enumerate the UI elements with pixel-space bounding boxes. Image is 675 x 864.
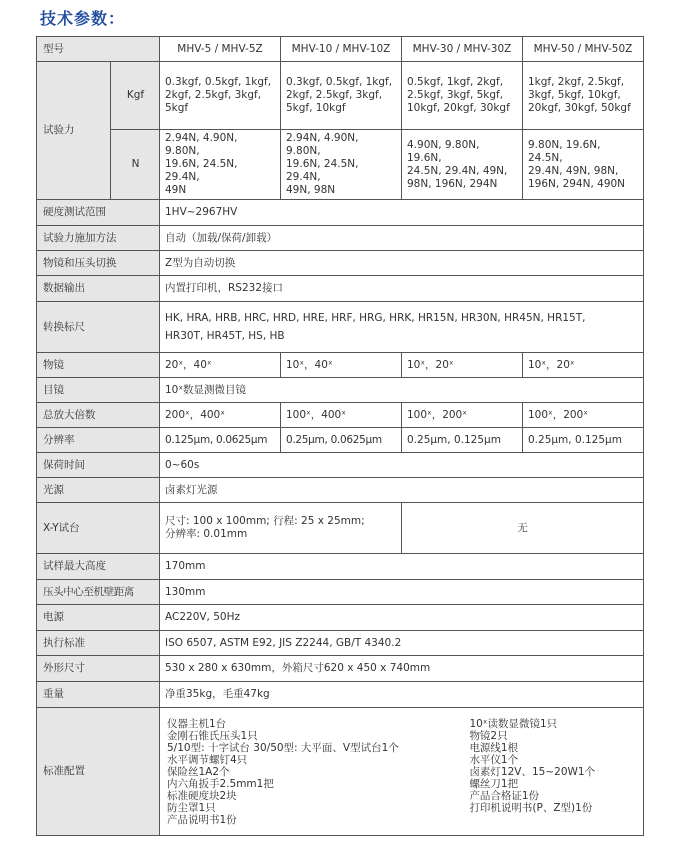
magnification-cell: 200ˣ，400ˣ	[160, 403, 281, 428]
row-label-standard-config: 标准配置	[37, 708, 160, 836]
table-row	[37, 682, 644, 708]
row-label-objective: 物镜	[37, 353, 160, 378]
standards-value: ISO 6507, ASTM E92, JIS Z2244, GB/T 4340.2	[160, 631, 644, 656]
row-label-test-force: 试验力	[37, 62, 111, 200]
power-value: AC220V, 50Hz	[160, 605, 644, 631]
hardness-range-value: 1HV~2967HV	[160, 200, 644, 226]
force-kgf-cell: 0.3kgf, 0.5kgf, 1kgf, 2kgf, 2.5kgf, 3kgf, 5kgf	[160, 62, 281, 130]
table-row	[37, 631, 644, 656]
standard-config-value	[160, 708, 644, 836]
row-label-light-source: 光源	[37, 478, 160, 503]
table-row	[37, 656, 644, 682]
row-label-dimensions: 外形尺寸	[37, 656, 160, 682]
table-row	[37, 302, 644, 353]
page-title: 技术参数：	[40, 9, 126, 28]
objective-cell: 10ˣ，20ˣ	[523, 353, 644, 378]
unit-label-kgf: Kgf	[111, 62, 160, 130]
table-row	[37, 251, 644, 276]
force-application-value: 自动（加载/保荷/卸载）	[160, 226, 644, 251]
objective-cell: 10ˣ，20ˣ	[402, 353, 523, 378]
magnification-cell: 100ˣ，200ˣ	[523, 403, 644, 428]
row-label-standards: 执行标准	[37, 631, 160, 656]
force-n-cell: 9.80N, 19.6N, 24.5N, 29.4N, 49N, 98N, 196N, 294N, 490N	[523, 130, 644, 200]
throat-depth-value: 130mm	[160, 580, 644, 605]
dimensions-value: 530 x 280 x 630mm，外箱尺寸620 x 450 x 740mm	[160, 656, 644, 682]
lens-switch-value: Z型为自动切换	[160, 251, 644, 276]
table-row	[37, 200, 644, 226]
row-label-magnification: 总放大倍数	[37, 403, 160, 428]
table-row	[37, 276, 644, 302]
max-height-value: 170mm	[160, 554, 644, 580]
row-label-model: 型号	[37, 37, 160, 62]
row-label-lens-switch: 物镜和压头切换	[37, 251, 160, 276]
table-row	[37, 605, 644, 631]
force-n-cell: 4.90N, 9.80N, 19.6N, 24.5N, 29.4N, 49N, 98N, 196N, 294N	[402, 130, 523, 200]
row-label-weight: 重量	[37, 682, 160, 708]
model-cell: MHV-10 / MHV-10Z	[281, 37, 402, 62]
model-cell: MHV-5 / MHV-5Z	[160, 37, 281, 62]
conversion-scale-value: HK, HRA, HRB, HRC, HRD, HRE, HRF, HRG, HRK, HR15N, HR30N, HR45N, HR15T, HR30T, HR45T, HS, HB	[160, 302, 644, 353]
row-label-data-output: 数据输出	[37, 276, 160, 302]
table-row	[37, 130, 644, 200]
light-source-value: 卤素灯光源	[160, 478, 644, 503]
model-cell: MHV-50 / MHV-50Z	[523, 37, 644, 62]
model-cell: MHV-30 / MHV-30Z	[402, 37, 523, 62]
resolution-cell: 0.25μm, 0.125μm	[402, 428, 523, 453]
row-label-max-height: 试样最大高度	[37, 554, 160, 580]
row-label-dwell-time: 保荷时间	[37, 453, 160, 478]
unit-label-n: N	[111, 130, 160, 200]
table-row	[37, 353, 644, 378]
row-label-xy-stage: X-Y试台	[37, 503, 160, 554]
standard-config-left: 仪器主机1台 金刚石锥氏压头1只 5/10型: 十字试台 30/50型: 大平面、V型试台1个 水平调节螺钉4只 保险丝1A2个 内六角扳手2.5mm1把 标准硬度块2块 防尘罩1只 产品说明书1份	[167, 717, 399, 826]
table-row	[37, 708, 644, 836]
row-label-power: 电源	[37, 605, 160, 631]
row-label-throat-depth: 压头中心至机壁距离	[37, 580, 160, 605]
resolution-cell: 0.25μm, 0.0625μm	[281, 428, 402, 453]
objective-cell: 10ˣ，40ˣ	[281, 353, 402, 378]
magnification-cell: 100ˣ，400ˣ	[281, 403, 402, 428]
magnification-cell: 100ˣ，200ˣ	[402, 403, 523, 428]
table-row	[37, 478, 644, 503]
eyepiece-value: 10ˣ数显测微目镜	[160, 378, 644, 403]
table-row	[37, 503, 644, 554]
objective-cell: 20ˣ，40ˣ	[160, 353, 281, 378]
table-row	[37, 403, 644, 428]
row-label-force-application: 试验力施加方法	[37, 226, 160, 251]
table-row	[37, 226, 644, 251]
data-output-value: 内置打印机，RS232接口	[160, 276, 644, 302]
resolution-cell: 0.125μm, 0.0625μm	[160, 428, 281, 453]
table-row	[37, 580, 644, 605]
spec-table	[36, 36, 644, 836]
row-label-hardness-range: 硬度测试范围	[37, 200, 160, 226]
force-kgf-cell: 1kgf, 2kgf, 2.5kgf, 3kgf, 5kgf, 10kgf, 20kgf, 30kgf, 50kgf	[523, 62, 644, 130]
xy-stage-none: 无	[402, 503, 644, 554]
table-row	[37, 62, 644, 130]
table-row	[37, 554, 644, 580]
dwell-time-value: 0~60s	[160, 453, 644, 478]
standard-config-right: 10ˣ读数显微镜1只 物镜2只 电源线1根 水平仪1个 卤素灯12V、15~20W1个 螺丝刀1把 产品合格证1份 打印机说明书(P、Z型)1份	[469, 717, 596, 814]
row-label-resolution: 分辨率	[37, 428, 160, 453]
table-row	[37, 378, 644, 403]
table-row	[37, 37, 644, 62]
table-row	[37, 428, 644, 453]
row-label-conversion-scale: 转换标尺	[37, 302, 160, 353]
force-kgf-cell: 0.5kgf, 1kgf, 2kgf, 2.5kgf, 3kgf, 5kgf, 10kgf, 20kgf, 30kgf	[402, 62, 523, 130]
force-n-cell: 2.94N, 4.90N, 9.80N, 19.6N, 24.5N, 29.4N, 49N, 98N	[281, 130, 402, 200]
xy-stage-value: 尺寸: 100 x 100mm; 行程: 25 x 25mm; 分辨率: 0.01mm	[160, 503, 402, 554]
resolution-cell: 0.25μm, 0.125μm	[523, 428, 644, 453]
row-label-eyepiece: 目镜	[37, 378, 160, 403]
force-n-cell: 2.94N, 4.90N, 9.80N, 19.6N, 24.5N, 29.4N, 49N	[160, 130, 281, 200]
force-kgf-cell: 0.3kgf, 0.5kgf, 1kgf, 2kgf, 2.5kgf, 3kgf, 5kgf, 10kgf	[281, 62, 402, 130]
weight-value: 净重35kg，毛重47kg	[160, 682, 644, 708]
table-row	[37, 453, 644, 478]
